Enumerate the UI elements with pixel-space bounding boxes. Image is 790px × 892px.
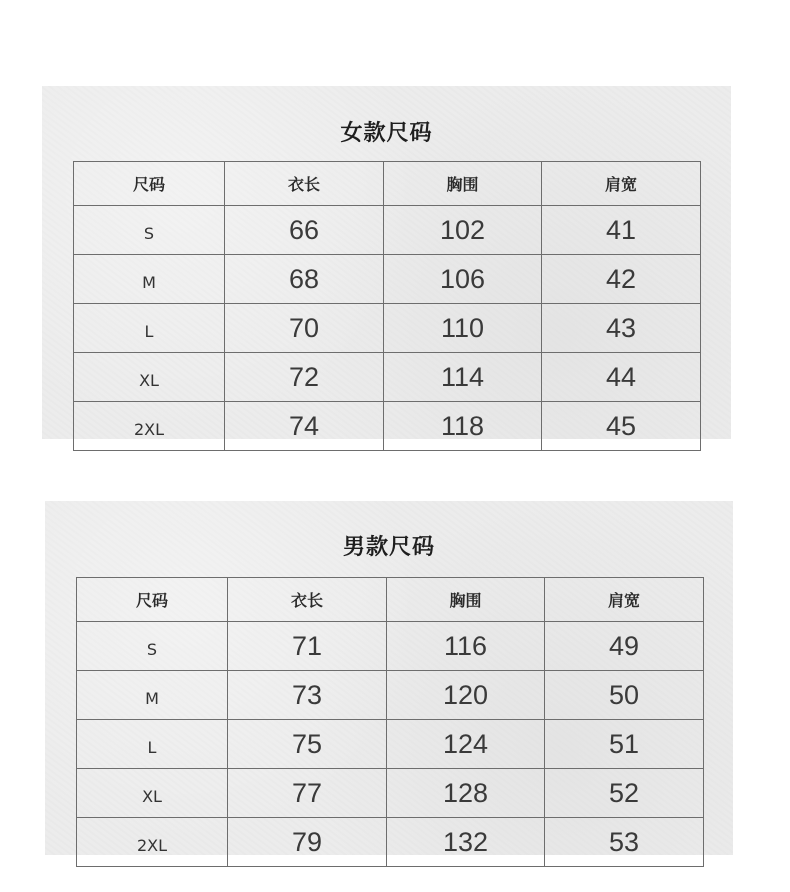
chest-cell: 102 (384, 206, 542, 255)
size-cell: XL (74, 353, 225, 402)
table-row (77, 720, 704, 769)
length-cell: 70 (225, 304, 384, 353)
size-cell: S (77, 622, 228, 671)
size-cell: L (74, 304, 225, 353)
shoulder-cell: 50 (545, 671, 704, 720)
chest-cell: 110 (384, 304, 542, 353)
chest-cell: 120 (387, 671, 545, 720)
length-cell: 66 (225, 206, 384, 255)
size-cell: XL (77, 769, 228, 818)
header-chest: 胸围 (384, 162, 542, 206)
chest-cell: 124 (387, 720, 545, 769)
header-shoulder: 肩宽 (545, 578, 704, 622)
shoulder-cell: 42 (542, 255, 701, 304)
shoulder-cell: 52 (545, 769, 704, 818)
header-size: 尺码 (77, 578, 228, 622)
length-cell: 73 (228, 671, 387, 720)
length-cell: 72 (225, 353, 384, 402)
length-cell: 79 (228, 818, 387, 867)
length-cell: 71 (228, 622, 387, 671)
size-cell: 2XL (74, 402, 225, 451)
shoulder-cell: 41 (542, 206, 701, 255)
shoulder-cell: 51 (545, 720, 704, 769)
length-cell: 77 (228, 769, 387, 818)
header-shoulder: 肩宽 (542, 162, 701, 206)
shoulder-cell: 44 (542, 353, 701, 402)
table-row (74, 304, 701, 353)
women-size-table (73, 161, 701, 451)
table-header-row (74, 162, 701, 206)
men-size-panel (45, 501, 733, 855)
header-length: 衣长 (225, 162, 384, 206)
header-length: 衣长 (228, 578, 387, 622)
length-cell: 75 (228, 720, 387, 769)
length-cell: 68 (225, 255, 384, 304)
shoulder-cell: 53 (545, 818, 704, 867)
chest-cell: 114 (384, 353, 542, 402)
size-cell: 2XL (77, 818, 228, 867)
table-row (77, 622, 704, 671)
shoulder-cell: 43 (542, 304, 701, 353)
table-row (74, 402, 701, 451)
table-row (74, 206, 701, 255)
table-row (77, 671, 704, 720)
table-row (74, 353, 701, 402)
women-size-panel (42, 86, 731, 439)
chest-cell: 106 (384, 255, 542, 304)
size-cell: M (74, 255, 225, 304)
size-cell: L (77, 720, 228, 769)
size-cell: M (77, 671, 228, 720)
men-size-title: 男款尺码 (342, 535, 435, 560)
men-size-table (76, 577, 704, 867)
shoulder-cell: 49 (545, 622, 704, 671)
size-cell: S (74, 206, 225, 255)
table-row (77, 769, 704, 818)
header-size: 尺码 (74, 162, 225, 206)
women-size-title: 女款尺码 (340, 121, 433, 146)
shoulder-cell: 45 (542, 402, 701, 451)
length-cell: 74 (225, 402, 384, 451)
header-chest: 胸围 (387, 578, 545, 622)
table-row (77, 818, 704, 867)
table-header-row (77, 578, 704, 622)
chest-cell: 132 (387, 818, 545, 867)
chest-cell: 128 (387, 769, 545, 818)
chest-cell: 118 (384, 402, 542, 451)
chest-cell: 116 (387, 622, 545, 671)
table-row (74, 255, 701, 304)
